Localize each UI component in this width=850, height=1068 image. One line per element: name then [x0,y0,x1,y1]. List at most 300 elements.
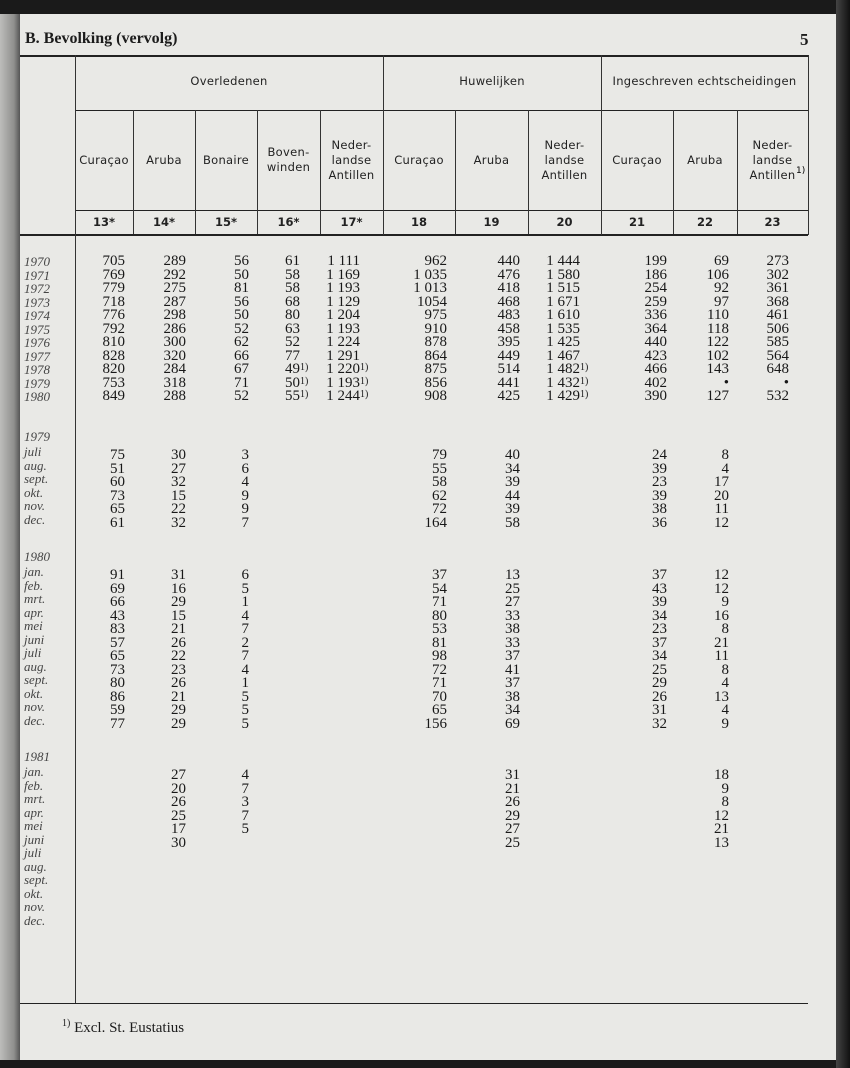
group-header: Overledenen [190,74,268,88]
table-cell: 110 [707,307,729,323]
table-cell: 705 [102,253,125,269]
table-cell: 69 [110,580,125,597]
table-cell: 66 [110,594,125,610]
table-cell: 4 [721,702,729,718]
table-cell: 25 [171,807,186,824]
table-cell: 29 [171,702,186,718]
table-cell: 33 [505,607,520,624]
column-header: Aruba [146,152,182,167]
table-cell: 37 [432,567,447,583]
row-label: apr. [24,604,44,620]
row-label: juli [24,845,42,860]
table-cell: 34 [652,607,667,624]
table-cell: • [783,374,789,391]
table-cell: 71 [432,675,447,691]
table-cell: 73 [110,661,125,678]
column-number: 16* [277,215,300,229]
row-label: mrt. [24,791,46,806]
stub-year-heading: 1981 [24,749,50,764]
row-label: juli [24,444,42,459]
stub-year-heading: 1979 [24,429,50,444]
row-label: 1976 [24,335,50,350]
column-header: Neder- landse Antillen [328,137,375,182]
table-cell: 26 [171,675,186,691]
table-cell: 66 [234,347,249,364]
table-cell: 23 [652,621,667,637]
table-cell: 753 [102,374,125,391]
row-label: 1972 [24,281,50,296]
table-cell: 26 [171,794,186,810]
table-cell: 30 [171,447,186,463]
table-cell: 106 [706,266,729,283]
row-label: aug. [24,858,47,874]
table-cell: 284 [163,361,186,377]
table-cell: 5 [241,688,249,705]
table-cell: 69 [714,253,729,269]
table-cell: 368 [766,293,789,310]
table-cell: 29 [652,675,667,691]
table-cell: 483 [497,307,520,323]
row-label: dec. [24,511,46,527]
row-label: 1971 [24,267,50,283]
column-number: 19 [483,215,500,229]
table-cell: 298 [163,307,186,323]
table-cell: 9 [721,780,729,797]
row-label: 1970 [24,254,50,269]
table-cell: 12 [714,514,729,531]
cell-value: 1 193 [326,374,360,391]
cell-value: 49 [285,361,300,377]
table-cell: 50 [234,266,249,283]
table-cell: 51 [110,460,125,477]
table-cell: 15 [171,487,186,504]
table-cell: 79 [432,447,447,463]
table-cell: 12 [714,807,729,824]
row-label: nov. [24,498,46,513]
column-header: Curaçao [79,152,129,167]
cell-footnote-mark: 1) [300,362,309,373]
table-cell: 31 [652,702,667,718]
column-number: 18 [410,215,427,229]
table-cell: 962 [424,253,447,269]
table-cell [326,388,369,404]
table-cell: 199 [644,253,667,269]
table-cell: 22 [171,501,186,517]
table-cell: 440 [497,253,520,269]
table-cell: 80 [285,307,300,323]
table-cell: 1 [241,594,249,610]
right-edge-line [808,55,809,235]
table-cell: 61 [285,253,300,269]
table-cell: 25 [505,834,520,851]
table-cell: 21 [171,621,186,637]
table-cell: 73 [110,487,125,504]
table-cell: 7 [241,621,249,637]
table-cell: 59 [110,702,125,718]
table-cell: 1 035 [413,266,447,283]
table-cell: 164 [424,514,447,531]
cell-value: 1 432 [546,374,580,391]
group-header: Ingeschreven echtscheidingen [612,74,797,88]
table-cell: 8 [721,621,729,637]
table-cell: 20 [714,487,729,504]
table-cell: 57 [110,634,125,651]
table-cell: 532 [766,388,789,404]
table-cell: 61 [110,514,125,531]
table-cell: 849 [102,388,125,404]
page-number: 5 [800,30,809,49]
cell-footnote-mark: 1) [580,362,589,373]
table-cell: 65 [110,648,125,664]
table-cell: 1054 [417,293,447,310]
table-cell: 423 [644,347,667,364]
table-cell: 395 [497,334,520,350]
table-cell: 810 [102,334,125,350]
table-cell: 402 [644,374,667,391]
table-cell: 97 [714,293,729,310]
table-cell: 466 [644,361,667,377]
row-label: 1978 [24,362,50,377]
table-cell: 83 [110,621,125,637]
document-page [20,14,838,1060]
column-header: Curaçao [612,152,662,167]
table-cell: 27 [171,460,186,477]
table-cell: 22 [171,648,186,664]
table-cell: 1 169 [326,266,360,283]
table-cell: 122 [706,334,729,350]
table-cell: 5 [241,821,249,837]
row-label: mei [24,818,43,833]
table-cell: 27 [505,594,520,610]
table-cell: 37 [652,634,667,651]
table-cell: 468 [497,293,520,310]
column-header: Neder- landse Antillen [541,137,588,182]
stub-divider [75,55,76,1003]
table-cell: 9 [241,501,249,517]
table-cell: 56 [234,253,249,269]
column-number: 13* [92,215,116,229]
row-label: aug. [24,457,47,473]
table-cell: 875 [424,361,447,377]
table-cell: 8 [721,661,729,678]
table-cell: 143 [706,361,729,377]
column-number: 20 [556,215,573,229]
table-cell: 21 [505,780,520,797]
table-cell: 769 [102,266,125,283]
table-cell: 1 467 [546,347,580,364]
table-cell: 37 [652,567,667,583]
table-cell: 7 [241,807,249,824]
table-cell: 5 [241,702,249,718]
table-cell: 39 [505,501,520,517]
table-cell: 118 [707,320,729,337]
table-cell: 11 [714,501,729,517]
table-cell: 6 [241,460,249,477]
cell-value: 1 429 [546,388,580,404]
table-cell: 43 [110,607,125,624]
column-header: Boven- winden [266,145,311,174]
table-cell: 1 204 [326,307,360,323]
table-cell: 792 [102,320,125,337]
table-cell: 98 [432,648,447,664]
table-cell: 17 [171,821,186,837]
table-cell: 254 [644,280,667,296]
table-cell: 476 [497,266,520,283]
table-cell: • [723,374,729,391]
table-cell: 58 [505,514,520,531]
table-cell: 81 [432,634,447,651]
table-cell: 52 [234,320,249,337]
table-cell: 1 193 [326,320,360,337]
cell-footnote-mark: 1) [360,362,369,373]
table-cell: 585 [766,334,789,350]
table-cell [546,388,589,404]
previous-page-edge [0,14,20,1060]
table-cell: 13 [714,834,729,851]
table-cell: 44 [505,487,520,504]
table-cell: 17 [714,474,729,490]
table-cell: 70 [432,688,447,705]
table-cell: 68 [285,293,300,310]
column-number: 23 [764,215,781,229]
table-cell: 75 [110,447,125,463]
table-cell: 18 [714,767,729,783]
table-cell: 58 [432,474,447,490]
table-cell: 127 [706,388,729,404]
table-cell: 13 [714,688,729,705]
table-cell: 24 [652,447,667,463]
table-cell: 55 [432,460,447,477]
cell-value: 50 [285,374,300,391]
column-number-rule [75,210,808,211]
table-cell: 31 [505,767,520,783]
table-cell: 80 [110,675,125,691]
table-cell: 7 [241,514,249,531]
row-label: 1973 [24,294,50,310]
table-cell: 364 [644,320,667,337]
table-cell: 29 [505,807,520,824]
row-label: 1979 [24,375,50,391]
table-cell: 828 [102,347,125,364]
row-label: okt. [24,484,44,500]
table-cell: 458 [497,320,520,337]
table-cell: 21 [171,688,186,705]
row-label: mei [24,618,43,633]
column-number: 15* [214,215,238,229]
table-cell: 26 [505,794,520,810]
table-cell: 1 610 [546,307,580,323]
table-cell: 43 [652,580,667,597]
table-cell: 37 [505,648,520,664]
row-label: juli [24,645,42,660]
footnote-text: Excl. St. Eustatius [70,1020,185,1036]
table-cell: 60 [110,474,125,490]
column-header: Aruba [473,152,510,167]
table-cell: 50 [234,307,249,323]
table-cell: 156 [424,715,447,732]
table-cell: 5 [241,580,249,597]
column-header: Aruba [687,152,723,167]
table-cell: 292 [163,266,186,283]
section-title: B. Bevolking (vervolg) [25,30,178,47]
cell-value: 1 220 [326,361,360,377]
table-cell: 20 [171,780,186,797]
table-cell: 1 671 [546,293,580,310]
column-number: 21 [628,215,645,229]
row-label: juni [24,631,45,647]
table-cell: 9 [721,715,729,732]
table-bottom-rule [20,1003,808,1004]
table-cell: 69 [505,715,520,732]
table-cell: 1 291 [326,347,360,364]
table-cell: 273 [766,253,789,269]
table-cell: 80 [432,607,447,624]
table-cell: 1 535 [546,320,580,337]
row-label: juni [24,831,45,847]
row-label: dec. [24,912,46,928]
table-cell: 21 [714,821,729,837]
table-cell: 58 [285,266,300,283]
cell-footnote-mark: 1) [360,375,369,387]
row-label: dec. [24,712,46,728]
table-cell: 275 [163,280,186,296]
table-cell: 4 [241,607,249,624]
table-cell: 441 [497,374,520,391]
table-cell: 1 425 [546,334,580,350]
table-cell: 25 [505,580,520,597]
table-cell: 648 [766,361,789,377]
cell-footnote-mark: 1) [300,389,309,400]
table-cell: 12 [714,580,729,597]
table-cell: 1 224 [326,334,360,350]
table-cell: 1 129 [326,293,360,310]
table-cell: 1 580 [546,266,580,283]
book-binding [836,0,850,1068]
table-cell: 52 [234,388,249,404]
table-cell: 26 [652,688,667,705]
table-cell: 30 [171,834,186,851]
table-cell: 39 [505,474,520,490]
table-cell: 259 [644,293,667,310]
cell-value: 1 482 [546,361,580,377]
table-cell: 878 [424,334,447,350]
table-cell: 425 [497,388,520,404]
row-label: nov. [24,899,46,914]
table-cell: 3 [241,447,249,463]
table-cell: 32 [652,715,667,732]
table-cell: 1 111 [327,253,360,269]
row-label: apr. [24,804,44,820]
table-top-rule [20,55,808,57]
group-header-rule [75,110,808,111]
table-cell: 461 [766,307,789,323]
row-label: sept. [24,471,49,486]
table-cell: 40 [505,447,520,463]
table-cell: 15 [171,607,186,624]
column-header: Bonaire [202,152,250,167]
cell-value: 55 [285,388,300,404]
table-cell: 975 [424,307,447,323]
row-label: 1974 [24,308,50,323]
table-cell: 62 [234,334,249,350]
row-label: jan. [24,764,44,779]
table-cell: 77 [285,347,300,364]
table-cell: 4 [241,767,249,783]
table-cell: 6 [241,567,249,583]
table-cell: 2 [241,634,249,651]
table-cell: 23 [652,474,667,490]
table-cell: 86 [110,688,125,705]
cell-footnote-mark: 1) [580,389,589,400]
table-cell: 72 [432,661,447,678]
table-cell: 34 [505,460,520,477]
stub-year-heading: 1980 [24,549,50,564]
table-cell: 23 [171,661,186,678]
column-header: Neder- landse Antillen [749,137,796,182]
table-cell: 779 [102,280,125,296]
table-cell: 92 [714,280,729,296]
table-cell: 718 [102,293,125,310]
table-cell: 37 [505,675,520,691]
table-cell: 5 [241,715,249,732]
table-cell: 287 [163,293,186,310]
table-cell: 318 [163,374,186,391]
table-cell: 286 [163,320,186,337]
table-cell: 288 [163,388,186,404]
table-cell: 336 [644,307,667,323]
table-cell: 63 [285,320,300,337]
column-number: 14* [152,215,176,229]
table-cell: 38 [505,621,520,637]
table-cell: 81 [234,280,249,296]
cell-footnote-mark: 1) [580,375,589,387]
table-cell: 9 [241,487,249,504]
table-cell: 71 [234,374,249,391]
table-cell: 38 [652,501,667,517]
table-cell: 71 [432,594,447,610]
cell-value: 1 244 [326,388,360,404]
table-cell: 4 [721,460,729,477]
table-cell: 1 [241,675,249,691]
table-cell: 12 [714,567,729,583]
table-cell: 1 444 [546,253,580,269]
table-cell: 39 [652,594,667,610]
row-label: sept. [24,872,49,887]
row-label: 1977 [24,348,50,364]
row-label: nov. [24,699,46,714]
table-cell: 776 [102,307,125,323]
table-cell: 65 [432,702,447,718]
table-cell: 53 [432,621,447,637]
table-cell: 9 [721,594,729,610]
column-number: 17* [340,215,363,229]
table-cell: 58 [285,280,300,296]
table-cell: 33 [505,634,520,651]
footnote-mark: 1) [62,1018,71,1029]
table-cell: 31 [171,567,186,583]
table-cell: 36 [652,514,667,531]
table-cell: 864 [424,347,447,364]
table-cell: 856 [424,374,447,391]
cell-footnote-mark: 1) [360,389,369,400]
table-cell: 29 [171,594,186,610]
table-cell: 302 [766,266,789,283]
table-cell: 39 [652,460,667,477]
table-cell: 908 [424,388,447,404]
table-cell: 91 [110,567,125,583]
table-cell: 418 [497,280,520,296]
table-cell: 3 [241,794,249,810]
